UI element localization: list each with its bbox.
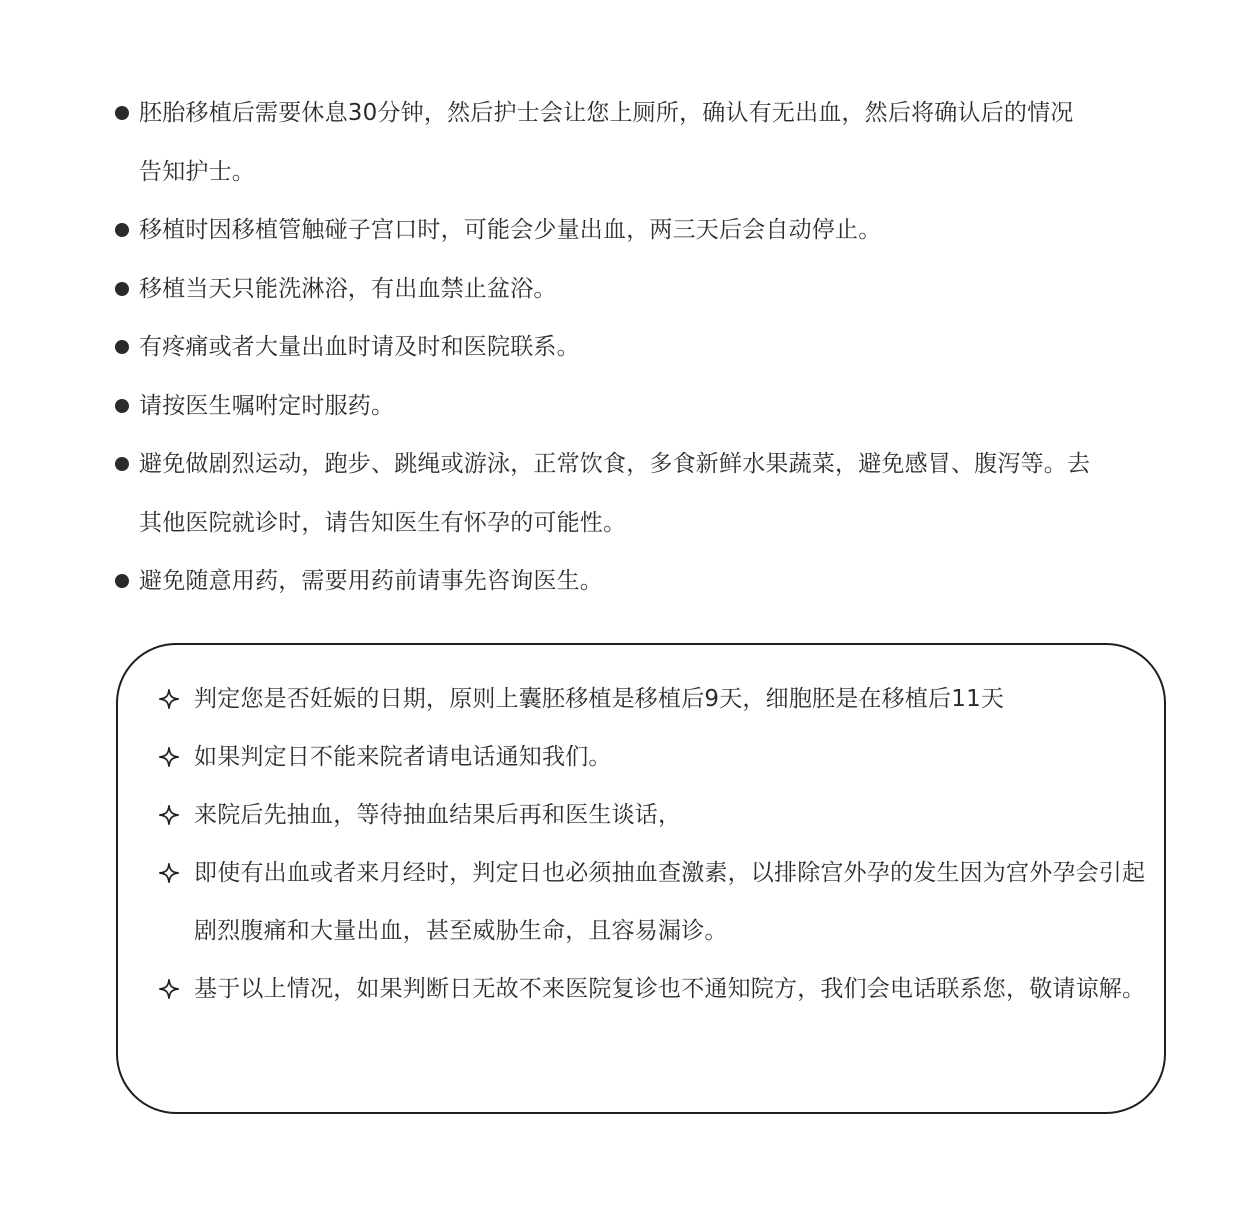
precaution-text: 有疼痛或者大量出血时请及时和医院联系。 <box>139 334 580 360</box>
notice-item <box>158 844 1158 960</box>
precaution-item <box>112 318 1092 377</box>
notice-item <box>158 786 1158 844</box>
notice-item <box>158 960 1158 1018</box>
bullet-dot-icon <box>115 457 129 471</box>
precaution-item <box>112 260 1092 319</box>
four-point-star-icon <box>158 688 180 710</box>
precaution-item <box>112 435 1092 552</box>
four-point-star-icon <box>158 862 180 884</box>
bullet-dot-icon <box>115 106 129 120</box>
precaution-text: 请按医生嘱咐定时服药。 <box>139 392 395 419</box>
notice-text: 基于以上情况，如果判断日无故不来医院复诊也不通知院方，我们会电话联系您，敬请谅解。 <box>194 976 1146 1002</box>
notice-text: 即使有出血或者来月经时，判定日也必须抽血查激素，以排除宫外孕的发生因为宫外孕会引起剧烈腹痛和大量出血，甚至威胁生命，且容易漏诊。 <box>194 860 1146 944</box>
precaution-text: 移植当天只能洗淋浴，有出血禁止盆浴。 <box>139 275 557 302</box>
precaution-text: 避免做剧烈运动，跑步、跳绳或游泳，正常饮食，多食新鲜水果蔬菜，避免感冒、腹泻等。去其他医院就诊时，请告知医生有怀孕的可能性。 <box>139 451 1091 536</box>
bullet-dot-icon <box>115 399 129 413</box>
precaution-text: 避免随意用药，需要用药前请事先咨询医生。 <box>139 568 603 594</box>
precaution-text: 胚胎移植后需要休息30分钟，然后护士会让您上厕所，确认有无出血，然后将确认后的情况告知护士。 <box>139 100 1074 185</box>
notice-item <box>158 670 1158 728</box>
four-point-star-icon <box>158 804 180 826</box>
precaution-item <box>112 201 1092 260</box>
notice-text: 如果判定日不能来院者请电话通知我们。 <box>194 744 612 770</box>
precautions-list <box>112 84 1092 611</box>
four-point-star-icon <box>158 978 180 1000</box>
precaution-item <box>112 552 1092 611</box>
notice-text: 来院后先抽血，等待抽血结果后再和医生谈话， <box>194 802 682 828</box>
notice-item <box>158 728 1158 786</box>
bullet-dot-icon <box>115 340 129 354</box>
notice-box <box>116 643 1166 1114</box>
precaution-item <box>112 84 1092 201</box>
notice-list <box>158 670 1158 1018</box>
precaution-item <box>112 377 1092 436</box>
bullet-dot-icon <box>115 223 129 237</box>
bullet-dot-icon <box>115 282 129 296</box>
precaution-text: 移植时因移植管触碰子宫口时，可能会少量出血，两三天后会自动停止。 <box>139 217 882 243</box>
four-point-star-icon <box>158 746 180 768</box>
notice-text: 判定您是否妊娠的日期，原则上囊胚移植是移植后9天，细胞胚是在移植后11天 <box>194 686 1005 712</box>
bullet-dot-icon <box>115 574 129 588</box>
